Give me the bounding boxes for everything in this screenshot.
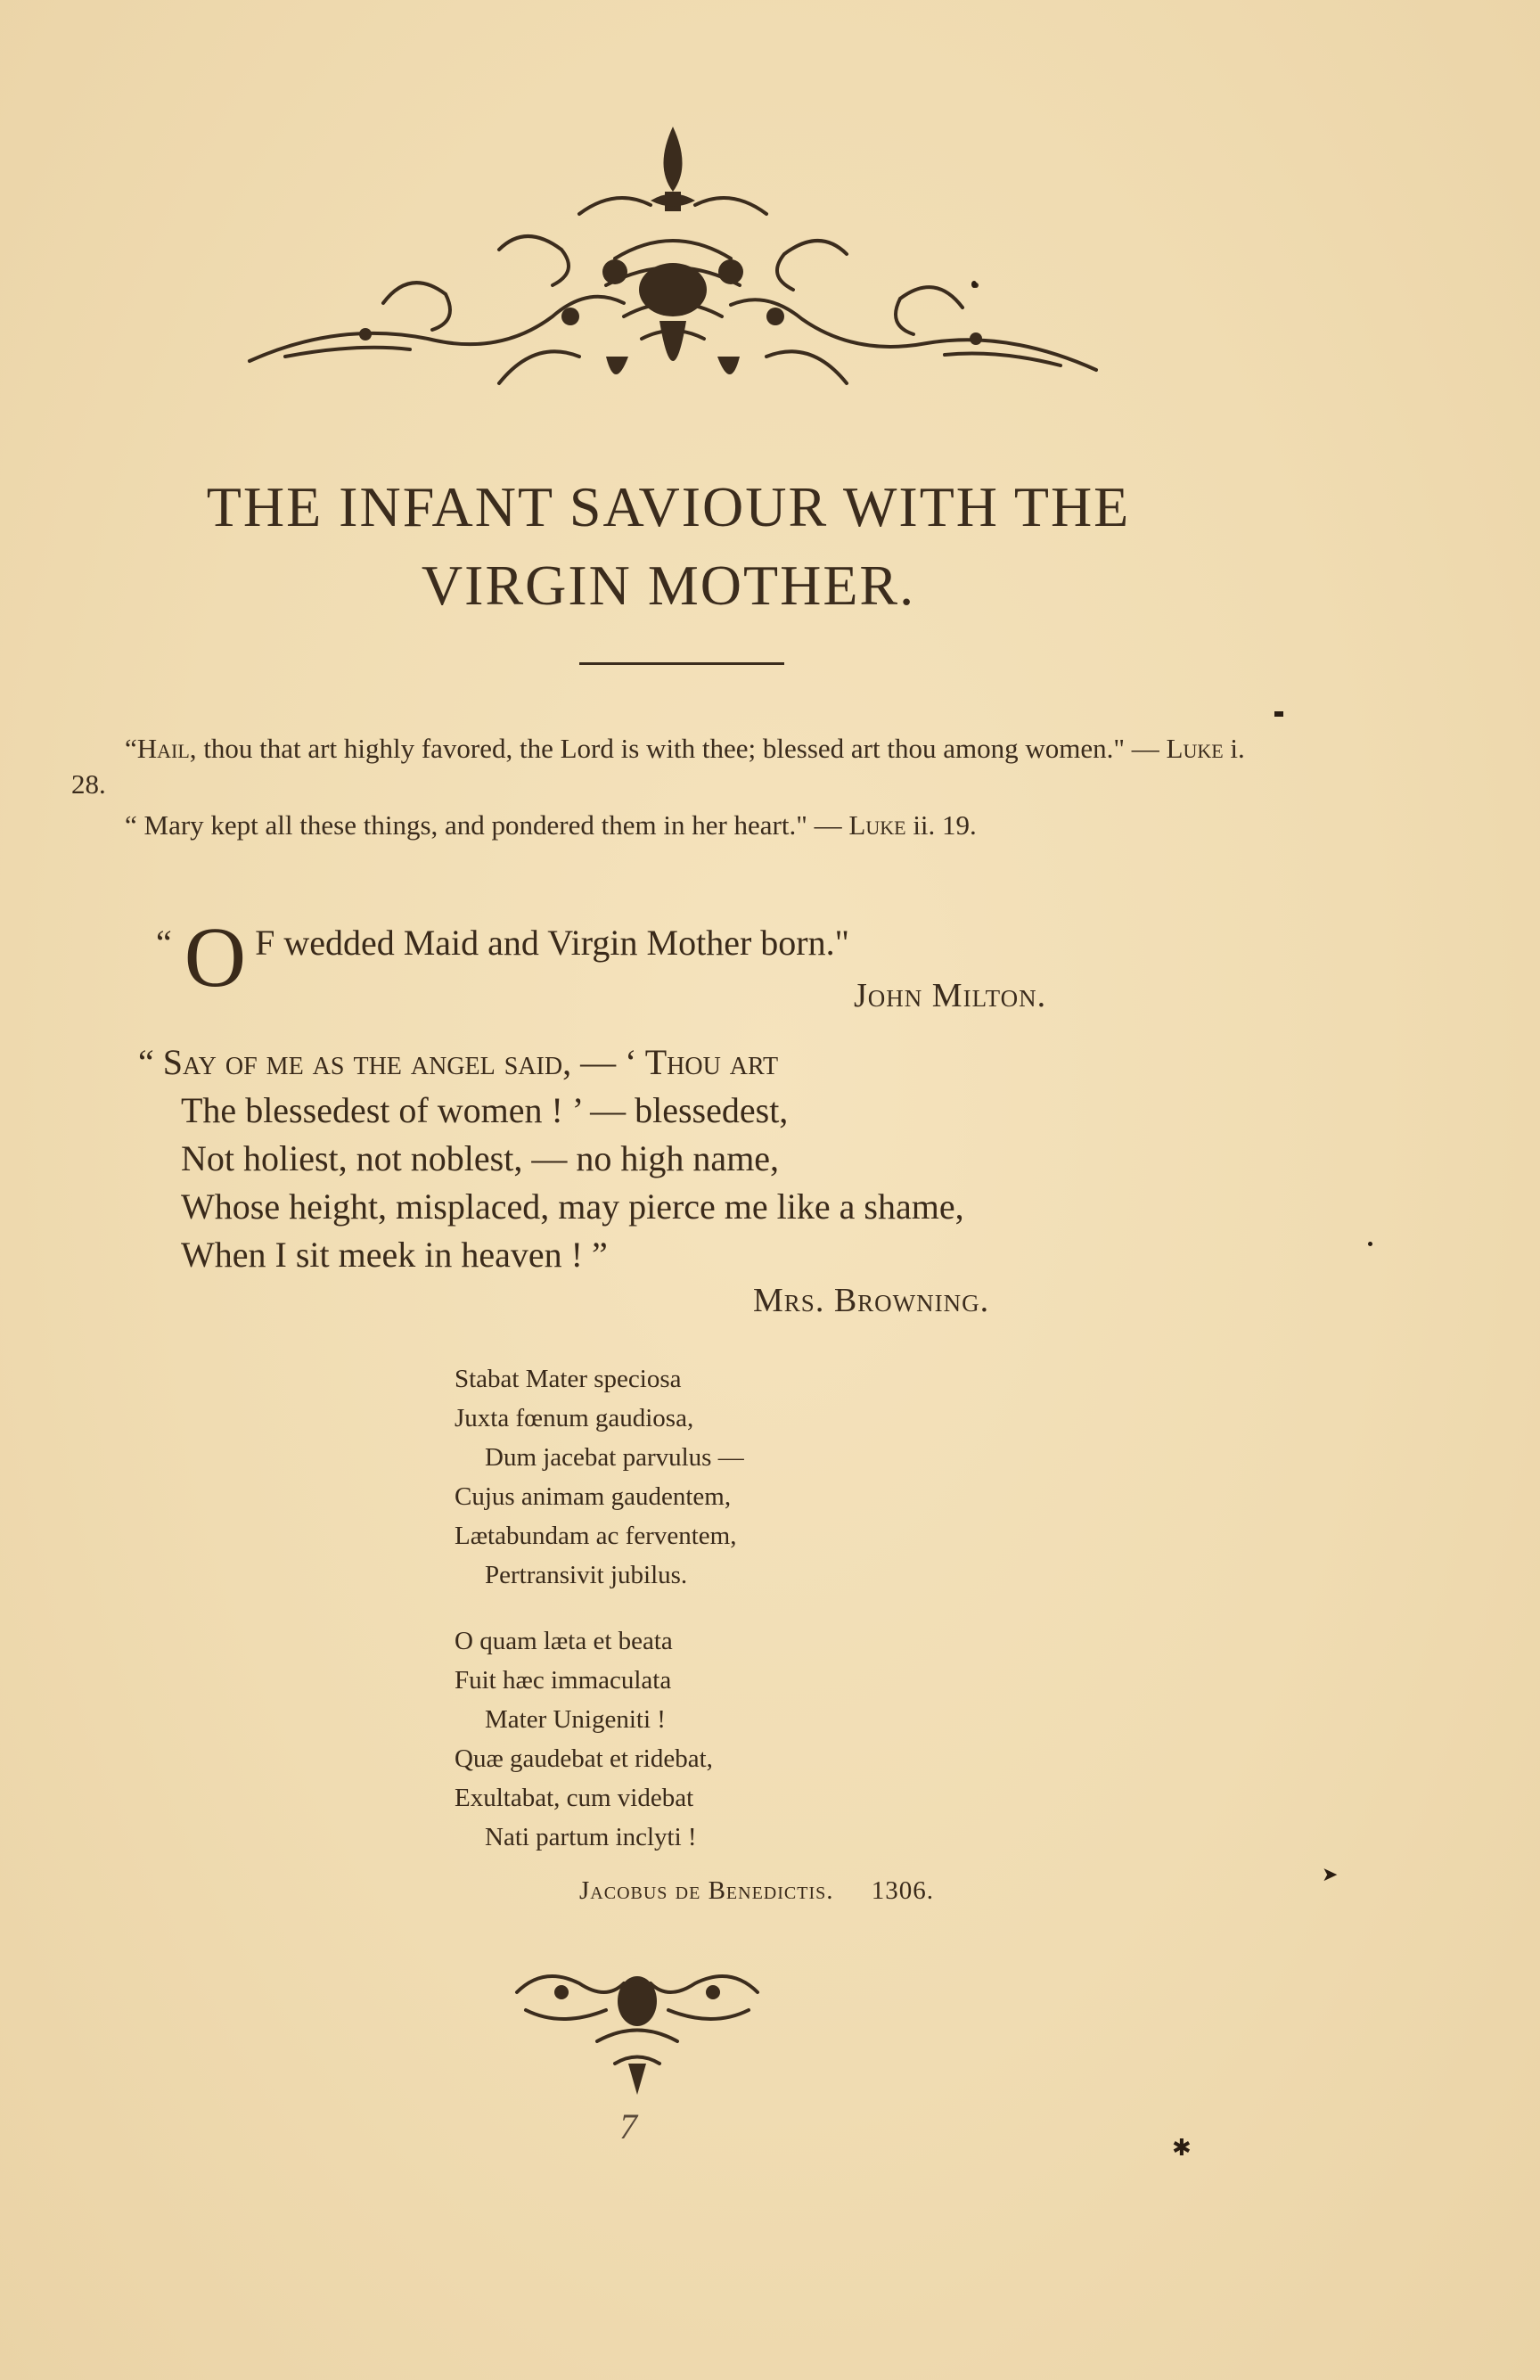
- browning-line: The blessedest of women ! ’ — blessedest,: [181, 1090, 789, 1130]
- epigraph-ref-book: Luke: [848, 809, 906, 841]
- milton-attribution: John Milton.: [854, 977, 1047, 1014]
- latin-line: Fuit hæc immaculata: [455, 1666, 672, 1695]
- scan-speck: [1368, 1242, 1372, 1246]
- chapter-title: [134, 468, 1203, 625]
- title-rule: [579, 662, 784, 665]
- latin-line: Stabat Mater speciosa: [455, 1365, 682, 1393]
- latin-line: O quam læta et beata: [455, 1627, 673, 1655]
- latin-hymn: [455, 1359, 1078, 1857]
- latin-line: Nati partum inclyti !: [485, 1823, 697, 1851]
- scan-speck: [971, 281, 977, 288]
- epigraph-text: Mary kept all these things, and pondered them in her heart." —: [143, 809, 849, 841]
- latin-line: Dum jacebat parvulus —: [485, 1443, 744, 1472]
- epigraph-smallcaps: Hail,: [136, 733, 197, 764]
- browning-line: Whose height, misplaced, may pierce me like a shame,: [181, 1186, 964, 1227]
- latin-year: 1306.: [871, 1876, 934, 1905]
- latin-line: Lætabundam ac ferventem,: [455, 1522, 737, 1550]
- latin-line: Juxta fœnum gaudiosa,: [455, 1404, 694, 1432]
- latin-line: Exultabat, cum videbat: [455, 1784, 694, 1812]
- latin-line: Pertransivit jubilus.: [485, 1561, 688, 1589]
- scan-speck: [1274, 711, 1283, 717]
- latin-line: Mater Unigeniti !: [485, 1705, 666, 1734]
- scan-speck: ✱: [1172, 2135, 1192, 2161]
- epigraph-ref: i. 28.: [71, 733, 1245, 800]
- epigraph-text: thou that art highly favored, the Lord is with thee; blessed art thou among women." —: [196, 733, 1167, 764]
- epigraph-ref: ii. 19.: [905, 809, 977, 841]
- epigraph-ref-book: Luke: [1166, 733, 1224, 764]
- ornamental-headpiece: [232, 116, 1114, 419]
- latin-line: Cujus animam gaudentem,: [455, 1482, 732, 1511]
- milton-line: F wedded Maid and Virgin Mother born.": [255, 923, 849, 963]
- epigraph-block: [71, 731, 1257, 843]
- latin-attribution: Jacobus de Benedictis. 1306.: [579, 1876, 934, 1905]
- scan-speck: ➤: [1322, 1863, 1339, 1885]
- browning-line: When I sit meek in heaven ! ”: [181, 1235, 608, 1275]
- title-line-1: THE INFANT SAVIOUR WITH THE: [206, 475, 1131, 538]
- milton-quote: “ O F wedded Maid and Virgin Mother born.": [156, 909, 849, 1005]
- browning-attribution: Mrs. Browning.: [753, 1282, 990, 1319]
- browning-line: Not holiest, not noblest, — no high name,: [181, 1138, 780, 1178]
- page-number: 7: [619, 2106, 637, 2146]
- title-line-2: VIRGIN MOTHER.: [421, 554, 916, 617]
- browning-quote: [138, 1038, 1208, 1279]
- epigraph-luke-1: “Hail, thou that art highly favored, the Lord is with thee; blessed art thou among women." — Luke i. 28.: [71, 733, 1245, 800]
- epigraph-luke-2: “ Mary kept all these things, and pondered them in her heart." — Luke ii. 19.: [125, 809, 977, 841]
- latin-line: Quæ gaudebat et ridebat,: [455, 1744, 713, 1773]
- browning-line: “ Say of me as the angel said, — ‘ Thou art: [138, 1042, 779, 1082]
- drop-cap: O: [184, 909, 247, 1005]
- ornamental-tailpiece: [508, 1957, 766, 2099]
